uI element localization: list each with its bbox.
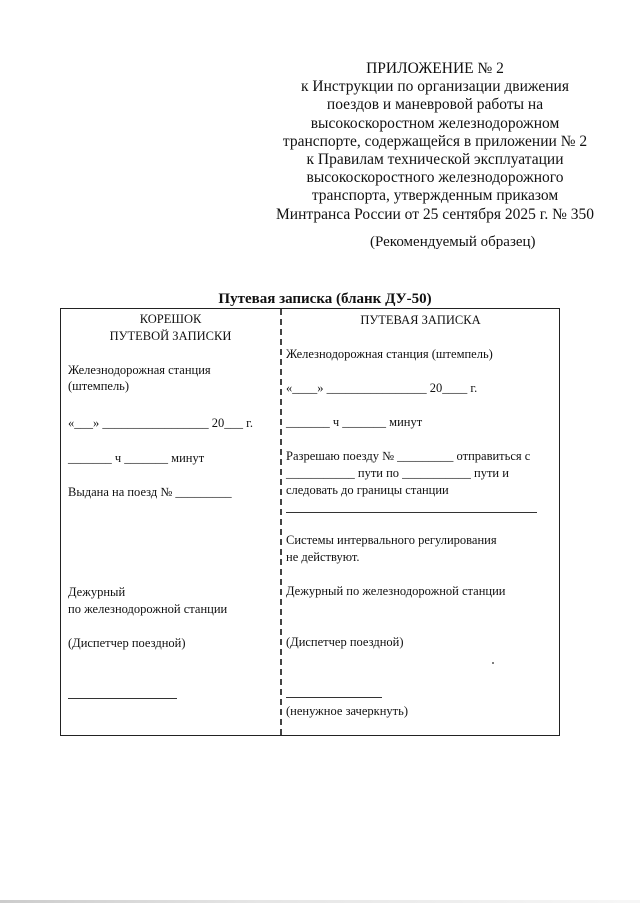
note-strike-out-hint: (ненужное зачеркнуть) — [286, 704, 408, 718]
appendix-line: поездов и маневровой работы на — [326, 96, 544, 114]
stub-duty-label: Дежурный — [68, 585, 126, 599]
form-title: Путевая записка (бланк ДУ-50) — [218, 291, 432, 307]
stub-issued-train-field: Выдана на поезд № _________ — [68, 485, 232, 499]
note-duty-label: Дежурный по железнодорожной станции — [286, 584, 506, 598]
form-table — [60, 308, 560, 736]
recommended-sample-note: (Рекомендуемый образец) — [370, 234, 536, 250]
appendix-line: высокоскоростного железнодорожного — [306, 169, 564, 187]
appendix-number: ПРИЛОЖЕНИЕ № 2 — [366, 60, 504, 77]
note-systems-inactive-label: не действуют. — [286, 550, 360, 564]
stub-stamp-label: (штемпель) — [68, 379, 130, 393]
note-dispatcher-label: (Диспетчер поездной) — [286, 635, 404, 649]
tear-line-divider — [280, 309, 282, 735]
note-station-label: Железнодорожная станция (штемпель) — [286, 347, 493, 361]
note-date-field: «____» ________________ 20____ г. — [286, 381, 478, 395]
appendix-line: транспорте, содержащейся в приложении № 2 — [282, 132, 588, 150]
appendix-line: Минтранса России от 25 сентября 2025 г. № 350 — [276, 205, 594, 223]
appendix-line: к Инструкции по организации движения — [301, 78, 569, 96]
stub-station-label: Железнодорожная станция — [68, 363, 211, 377]
note-boundary-blank-line — [286, 512, 537, 513]
note-permit-line: Разрешаю поезду № _________ отправиться с — [286, 449, 531, 463]
stub-subtitle: ПУТЕВОЙ ЗАПИСКИ — [109, 329, 232, 343]
note-permit-track-line: ___________ пути по ___________ пути и — [286, 466, 509, 480]
note-systems-label: Системы интервального регулирования — [286, 533, 497, 547]
stub-signature-line — [68, 698, 177, 699]
note-permit-boundary-line: следовать до границы станции — [286, 483, 449, 497]
note-time-field: _______ ч _______ минут — [286, 415, 423, 429]
stub-dispatcher-label: (Диспетчер поездной) — [68, 636, 186, 650]
stub-duty-station-label: по железнодорожной станции — [68, 602, 228, 616]
note-signature-line — [286, 697, 382, 698]
appendix-line: транспорта, утвержденным приказом — [311, 187, 559, 205]
stub-title: КОРЕШОК — [139, 312, 202, 326]
appendix-line: высокоскоростном железнодорожном — [310, 114, 560, 132]
stub-time-field: _______ ч _______ минут — [68, 451, 205, 465]
scan-speck — [492, 662, 494, 664]
appendix-header — [270, 60, 600, 224]
note-title: ПУТЕВАЯ ЗАПИСКА — [360, 313, 481, 327]
stub-date-field: «___» _________________ 20___ г. — [68, 416, 253, 430]
appendix-line: к Правилам технической эксплуатации — [306, 151, 564, 169]
